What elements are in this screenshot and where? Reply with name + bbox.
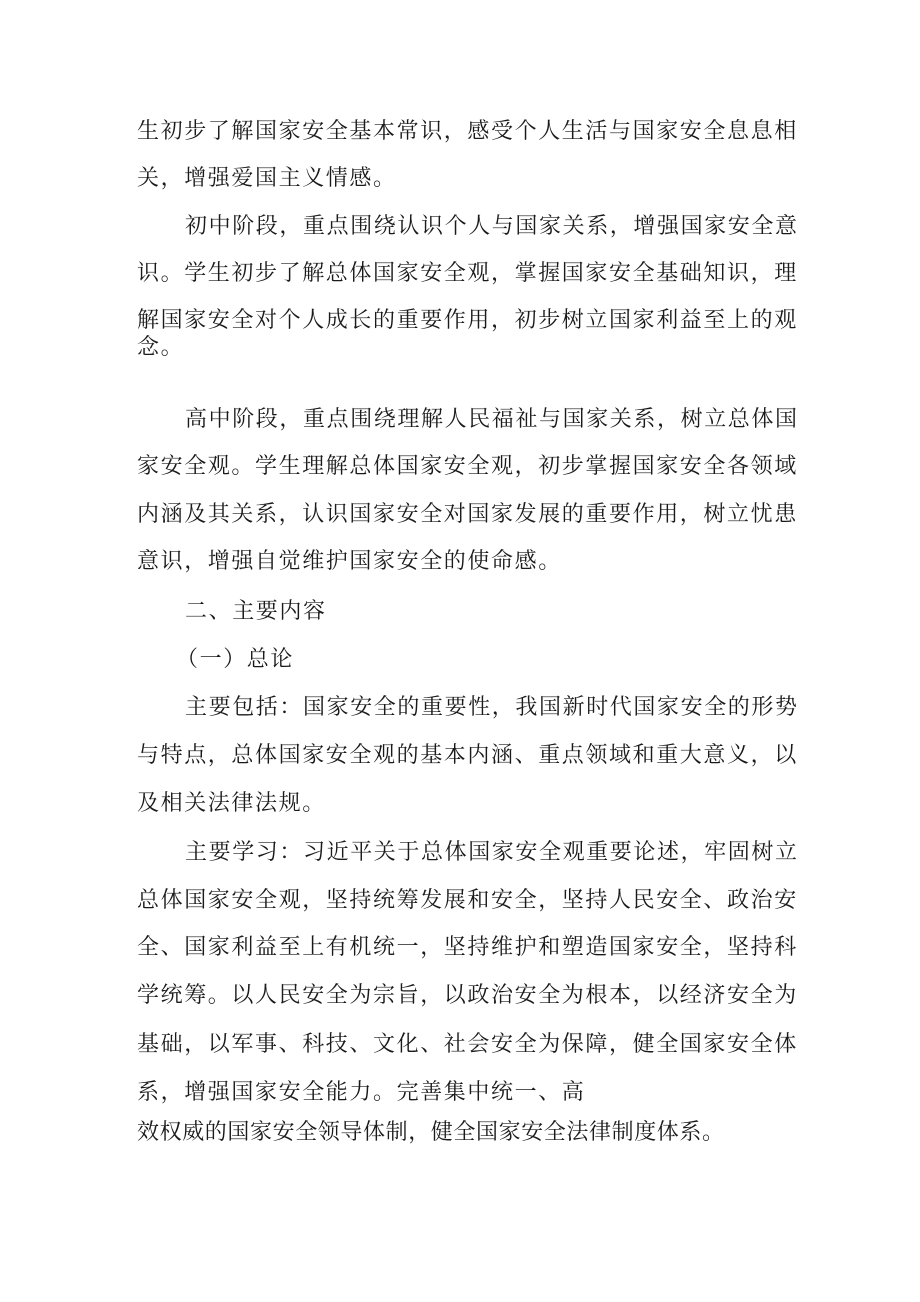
text-line: 意识，增强自觉维护国家安全的使命感。 bbox=[137, 549, 562, 574]
text-line: 效权威的国家安全领导体制，健全国家安全法律制度体系。 bbox=[137, 1120, 725, 1145]
text-line: 初中阶段，重点围绕认识个人与国家关系，增强国家安全意 bbox=[185, 214, 799, 239]
text-line: 系，增强国家安全能力。完善集中统一、高 bbox=[137, 1080, 586, 1105]
text-line: 与特点，总体国家安全观的基本内涵、重点领域和重大意义，以 bbox=[137, 743, 798, 768]
text-line: 高中阶段，重点围绕理解人民福祉与国家关系，树立总体国 bbox=[185, 407, 799, 432]
section-heading: 二、主要内容 bbox=[185, 599, 327, 624]
text-line: 基础，以军事、科技、文化、社会安全为保障，健全国家安全体 bbox=[137, 1032, 798, 1057]
text-line: 总体国家安全观，坚持统筹发展和安全，坚持人民安全、政治安 bbox=[137, 888, 798, 913]
text-line: 识。学生初步了解总体国家安全观，掌握国家安全基础知识，理 bbox=[137, 261, 798, 286]
text-line: 学统筹。以人民安全为宗旨，以政治安全为根本，以经济安全为 bbox=[137, 983, 798, 1008]
text-line: 解国家安全对个人成长的重要作用，初步树立国家利益至上的观 bbox=[137, 308, 798, 333]
text-line: 念。 bbox=[137, 335, 185, 360]
text-line: 生初步了解国家安全基本常识，感受个人生活与国家安全息息相 bbox=[137, 119, 798, 144]
subsection-heading: （一）总论 bbox=[176, 647, 295, 672]
text-line: 主要学习：习近平关于总体国家安全观重要论述，牢固树立 bbox=[185, 840, 799, 865]
text-line: 内涵及其关系，认识国家安全对国家发展的重要作用，树立忧患 bbox=[137, 502, 798, 527]
text-line: 家安全观。学生理解总体国家安全观，初步掌握国家安全各领域 bbox=[137, 454, 798, 479]
text-line: 主要包括：国家安全的重要性，我国新时代国家安全的形势 bbox=[185, 695, 799, 720]
text-line: 关，增强爱国主义情感。 bbox=[137, 166, 397, 191]
text-line: 及相关法律法规。 bbox=[137, 791, 326, 816]
text-line: 全、国家利益至上有机统一，坚持维护和塑造国家安全，坚持科 bbox=[137, 935, 798, 960]
